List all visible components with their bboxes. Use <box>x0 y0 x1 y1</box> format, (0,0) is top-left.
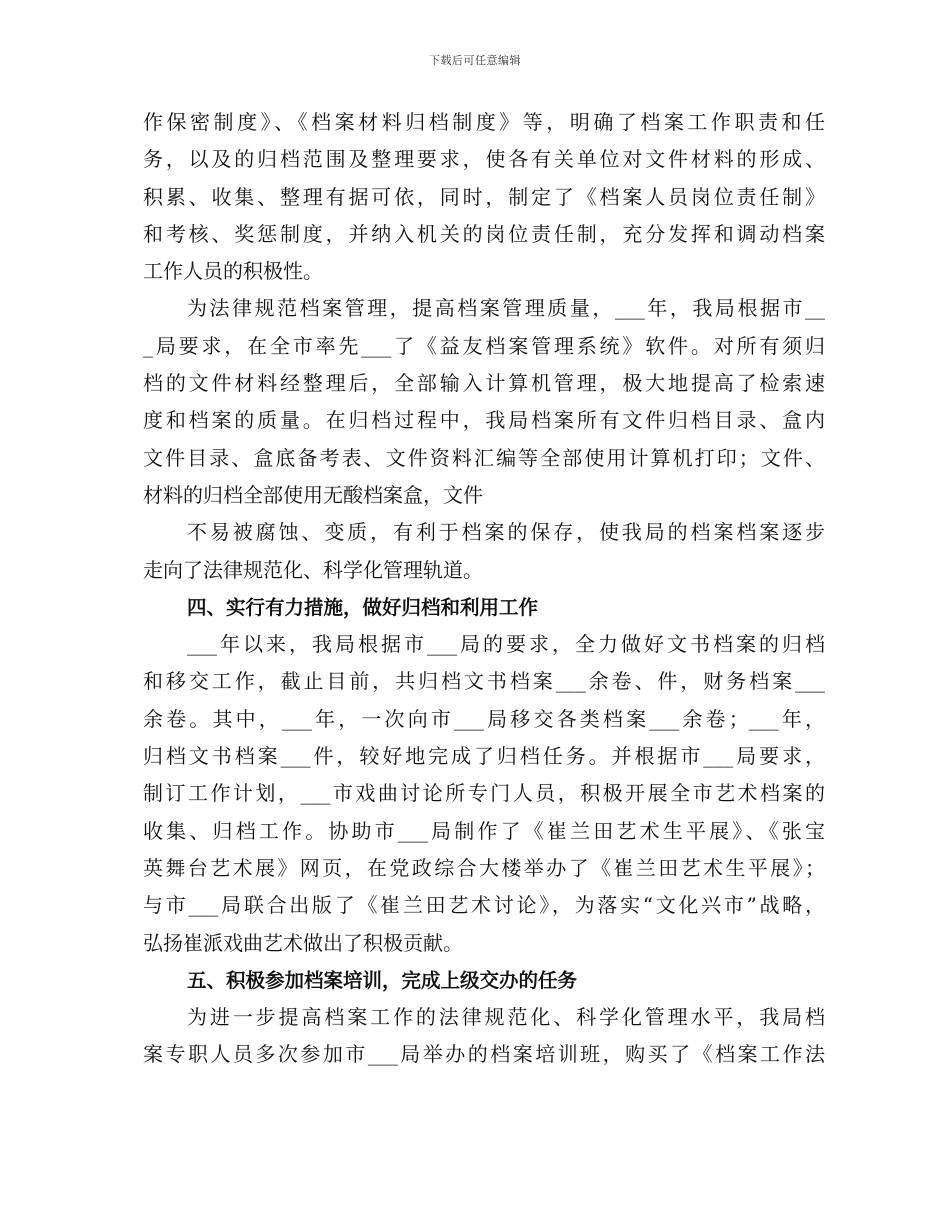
section-heading: 五、积极参加档案培训，完成上级交办的任务 <box>187 968 578 992</box>
text-line: 归档文书档案___件，较好地完成了归档任务。并根据市___局要求， <box>143 744 825 769</box>
text-line: 和移交工作，截止目前，共归档文书档案___余卷、件，财务档案___ <box>143 669 825 694</box>
text-line: 作保密制度》、《档案材料归档制度》等，明确了档案工作职责和任 <box>143 110 825 134</box>
paragraph-first-line: 不易被腐蚀、变质，有利于档案的保存，使我局的档案档案逐步 <box>187 520 825 545</box>
document-body <box>143 104 825 1074</box>
text-line: 度和档案的质量。在归档过程中，我局档案所有文件归档目录、盒内 <box>143 408 825 433</box>
text-line: 制订工作计划，___市戏曲讨论所专门人员，积极开展全市艺术档案的 <box>143 781 825 806</box>
text-line: 走向了法律规范化、科学化管理轨道。 <box>143 557 483 582</box>
text-line: 积累、收集、整理有据可依，同时，制定了《档案人员岗位责任制》 <box>143 184 825 209</box>
page-header: 下载后可任意编辑 <box>429 54 521 67</box>
text-line: 材料的归档全部使用无酸档案盒，文件 <box>143 482 483 507</box>
text-line: _局要求，在全市率先___了《益友档案管理系统》软件。对所有须归 <box>143 333 825 358</box>
text-line: 英舞台艺术展》网页，在党政综合大楼举办了《崔兰田艺术生平展》； <box>143 855 825 880</box>
paragraph-first-line: 为进一步提高档案工作的法律规范化、科学化管理水平，我局档 <box>187 1005 825 1030</box>
text-line: 弘扬崔派戏曲艺术做出了积极贡献。 <box>143 930 463 955</box>
text-line: 收集、归档工作。协助市___局制作了《崔兰田艺术生平展》、《张宝 <box>143 818 825 843</box>
section-heading: 四、实行有力措施，做好归档和利用工作 <box>187 595 539 619</box>
text-line: 与市___局联合出版了《崔兰田艺术讨论》，为落实“文化兴市”战略， <box>143 893 825 918</box>
text-line: 工作人员的积极性。 <box>143 259 323 284</box>
paragraph-first-line: ___年以来，我局根据市___局的要求，全力做好文书档案的归档 <box>187 632 825 657</box>
text-line: 余卷。其中，___年，一次向市___局移交各类档案___余卷；___年， <box>143 706 825 731</box>
text-line: 和考核、奖惩制度，并纳入机关的岗位责任制，充分发挥和调动档案 <box>143 221 825 246</box>
paragraph-first-line: 为法律规范档案管理，提高档案管理质量，___年，我局根据市__ <box>187 296 825 321</box>
text-line: 务，以及的归档范围及整理要求，使各有关单位对文件材料的形成、 <box>143 147 825 172</box>
text-line: 档的文件材料经整理后，全部输入计算机管理，极大地提高了检索速 <box>143 371 825 396</box>
text-line: 文件目录、盒底备考表、文件资料汇编等全部使用计算机打印；文件、 <box>143 445 825 470</box>
text-line: 案专职人员多次参加市___局举办的档案培训班，购买了《档案工作法 <box>143 1042 825 1067</box>
